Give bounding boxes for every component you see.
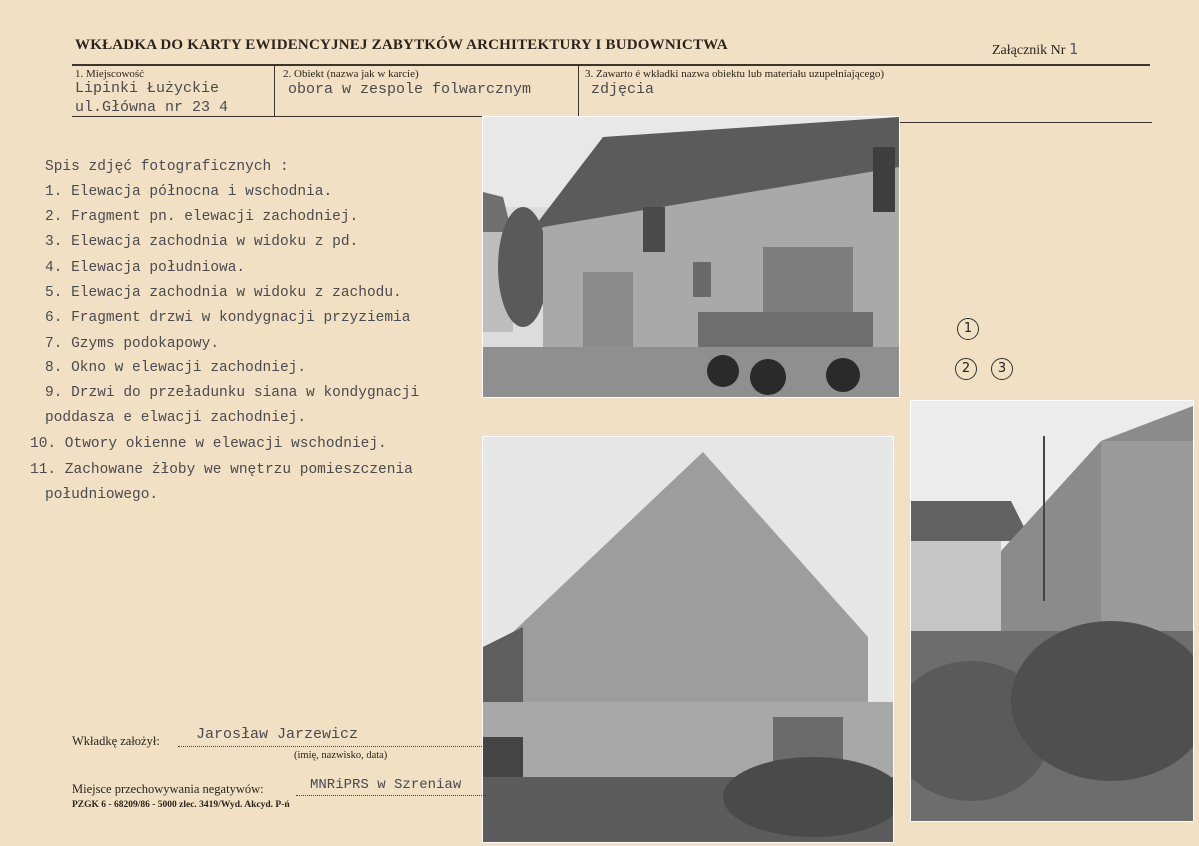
location-label: 1. Miejscowość xyxy=(75,68,145,80)
list-item: 9. Drzwi do przeładunku siana w kondygnacji xyxy=(45,385,420,401)
field-divider-2 xyxy=(578,66,579,116)
field-bottom-rule-left xyxy=(72,116,482,117)
field-divider-1 xyxy=(274,66,275,116)
list-item: 2. Fragment pn. elewacji zachodniej. xyxy=(45,209,359,225)
list-item: 6. Fragment drzwi w kondygnacji przyziemia xyxy=(45,310,411,326)
photo-number-marker: 2 xyxy=(955,358,977,380)
author-label: Wkładkę założył: xyxy=(72,734,160,748)
header-rule xyxy=(72,64,1150,66)
object-label-prefix: 2. Obiekt xyxy=(283,68,324,80)
attachment-label xyxy=(992,40,1078,59)
attachment-label-text: Załącznik Nr xyxy=(992,43,1066,58)
content-value: zdjęcia xyxy=(591,81,655,98)
photo-barn-north-east xyxy=(482,116,900,398)
list-item: poddasza e elwacji zachodniej. xyxy=(45,410,307,426)
list-item: 10. Otwory okienne w elewacji wschodniej. xyxy=(30,436,387,452)
author-value: Jarosław Jarzewicz xyxy=(196,726,359,743)
photo-list-heading: Spis zdjęć fotograficznych : xyxy=(45,159,289,175)
list-item: południowego. xyxy=(45,487,159,503)
author-caption: (imię, nazwisko, data) xyxy=(294,750,388,761)
location-line2: ul.Główna nr 23 4 xyxy=(75,99,229,116)
object-value: obora w zespole folwarcznym xyxy=(288,81,532,98)
object-label xyxy=(283,68,419,80)
negatives-dotted-line xyxy=(296,795,486,796)
list-item: 11. Zachowane żłoby we wnętrzu pomieszczenia xyxy=(30,462,413,478)
list-item: 7. Gzyms podokapowy. xyxy=(45,336,220,352)
list-item: 8. Okno w elewacji zachodniej. xyxy=(45,360,307,376)
list-item: 3. Elewacja zachodnia w widoku z pd. xyxy=(45,234,359,250)
photo-west-gable xyxy=(482,436,894,843)
list-item: 1. Elewacja północna i wschodnia. xyxy=(45,184,333,200)
card-title: WKŁADKA DO KARTY EWIDENCYJNEJ ZABYTKÓW ARCHITEKTURY I BUDOWNICTWA xyxy=(75,37,728,53)
photo-number-marker: 3 xyxy=(991,358,1013,380)
photo-number-marker: 1 xyxy=(957,318,979,340)
object-label-note: (nazwa jak w karcie) xyxy=(326,68,419,80)
list-item: 5. Elewacja zachodnia w widoku z zachodu. xyxy=(45,285,402,301)
print-info: PZGK 6 - 68209/86 - 5000 zlec. 3419/Wyd. Akcyd. P-ń xyxy=(72,800,290,810)
location-line1: Lipinki Łużyckie xyxy=(75,80,220,97)
list-item: 4. Elewacja południowa. xyxy=(45,260,246,276)
content-label: 3. Zawarto é wkładki nazwa obiektu lub materiału uzupełniającego) xyxy=(585,68,885,80)
field-bottom-rule-right xyxy=(898,122,1152,123)
attachment-number: 1 xyxy=(1068,40,1078,58)
negatives-value: MNRiPRS w Szreniaw xyxy=(310,777,462,793)
author-dotted-line xyxy=(178,746,482,747)
negatives-label: Miejsce przechowywania negatywów: xyxy=(72,782,264,796)
photo-west-view xyxy=(910,400,1194,822)
